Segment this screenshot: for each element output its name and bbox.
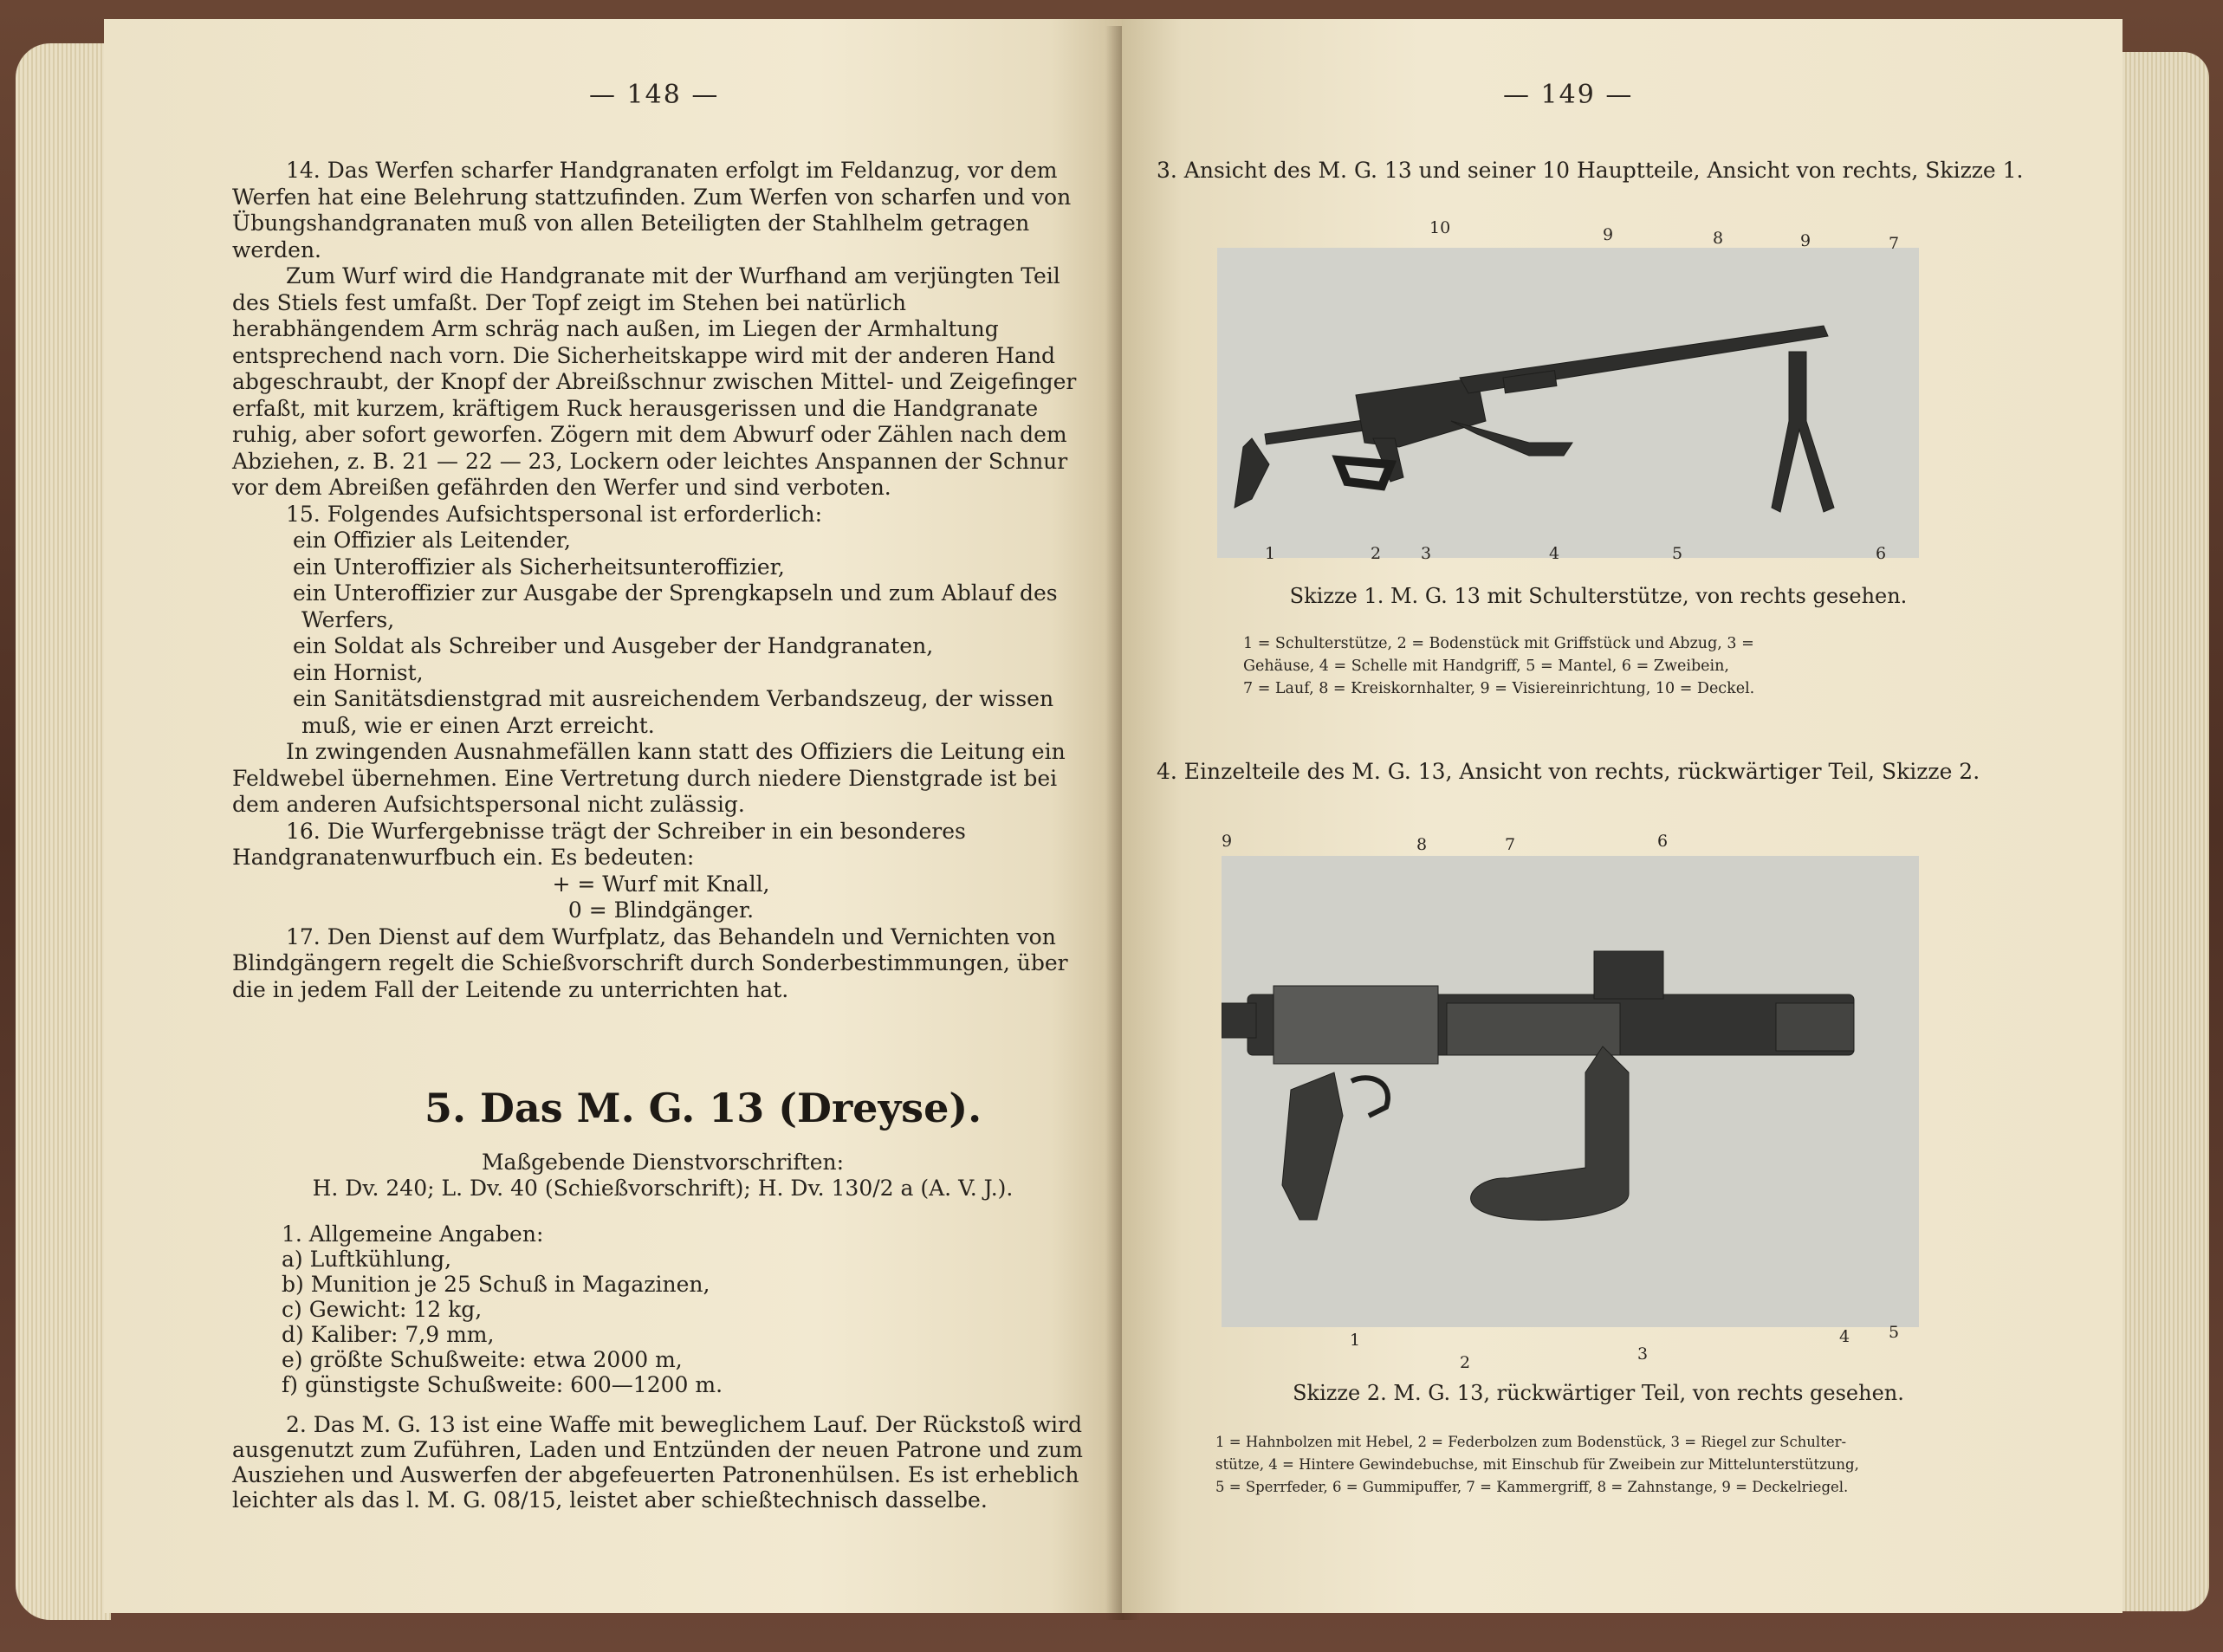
- callout-label: 9: [1800, 231, 1811, 250]
- figure-2-caption: Skizze 2. M. G. 13, rückwärtiger Teil, von rechts gesehen.: [1293, 1381, 1904, 1405]
- callout-label: 2: [1371, 544, 1382, 563]
- callout-label: 9: [1603, 225, 1614, 244]
- callout-label: 3: [1421, 544, 1432, 563]
- page-number: — 149 —: [1503, 80, 1634, 110]
- list-item: d) Kaliber: 7,9 mm,: [282, 1322, 495, 1347]
- figure-1-photo: [1217, 248, 1919, 558]
- list-item: ein Hornist,: [293, 659, 424, 685]
- list-item: f) günstigste Schußweite: 600—1200 m.: [282, 1372, 723, 1397]
- legend-line: Gehäuse, 4 = Schelle mit Handgriff, 5 = Mantel, 6 = Zweibein,: [1243, 658, 1729, 675]
- callout-label: 10: [1429, 218, 1451, 237]
- list-item: ein Unteroffizier zur Ausgabe der Sprengkapseln und zum Ablauf des Werfers,: [293, 580, 1058, 632]
- list-item: c) Gewicht: 12 kg,: [282, 1297, 483, 1322]
- legend-line: 5 = Sperrfeder, 6 = Gummipuffer, 7 = Kammergriff, 8 = Zahnstange, 9 = Deckelriegel.: [1215, 1479, 1849, 1495]
- section-4-text: 4. Einzelteile des M. G. 13, Ansicht von rechts, rückwärtiger Teil, Skizze 2.: [1157, 759, 1980, 784]
- list-item: a) Luftkühlung,: [282, 1247, 452, 1272]
- list-item: ein Sanitätsdienstgrad mit ausreichendem Verbandszeug, der wissen muß, wie er einen Arzt erreicht.: [293, 686, 1054, 738]
- callout-label: 9: [1222, 832, 1233, 851]
- list-item: b) Munition je 25 Schuß in Magazinen,: [282, 1272, 710, 1297]
- list-item: e) größte Schußweite: etwa 2000 m,: [282, 1347, 683, 1372]
- callout-label: 5: [1672, 544, 1683, 563]
- paragraph-2: 2. Das M. G. 13 ist eine Waffe mit beweglichem Lauf. Der Rückstoß wird ausgenutzt zum Zuführen, Laden und Entzünden der neuen Patrone und zum Ausziehen und Auswerfen der abgefeuerten Patronenhülsen. Es ist erheblich leichter als das l. M. G. 08/15, leistet aber schießtechnisch dasselbe.: [232, 1412, 1083, 1513]
- callout-label: 7: [1505, 835, 1516, 854]
- list-item: ein Soldat als Schreiber und Ausgeber der Handgranaten,: [293, 633, 934, 658]
- callout-label: 1: [1350, 1331, 1361, 1350]
- paragraph-14: 14. Das Werfen scharfer Handgranaten erfolgt im Feldanzug, vor dem Werfen hat eine Belehrung stattzufinden. Zum Werfen von scharfen und von Übungshandgranaten muß von allen Beteiligten der Stahlhelm getragen werden.: [232, 158, 1072, 262]
- callout-label: 6: [1876, 544, 1887, 563]
- callout-label: 8: [1713, 229, 1724, 248]
- callout-label: 7: [1889, 234, 1900, 253]
- figure-2-photo: [1222, 856, 1919, 1327]
- callout-label: 8: [1416, 835, 1428, 854]
- sign-explosion: + = Wurf mit Knall,: [552, 871, 770, 897]
- list-item: ein Unteroffizier als Sicherheitsunteroffizier,: [293, 554, 785, 580]
- general-title: 1. Allgemeine Angaben:: [282, 1221, 544, 1247]
- sign-dud: 0 = Blindgänger.: [567, 897, 755, 923]
- legend-line: 1 = Hahnbolzen mit Hebel, 2 = Federbolzen zum Bodenstück, 3 = Riegel zur Schulter-: [1215, 1434, 1847, 1450]
- paragraph-exception: In zwingenden Ausnahmefällen kann statt des Offiziers die Leitung ein Feldwebel übernehmen. Eine Vertretung durch niedere Dienstgrade ist bei dem anderen Aufsichtspersonal nicht zulässig.: [232, 739, 1066, 817]
- section-3-text: 3. Ansicht des M. G. 13 und seiner 10 Hauptteile, Ansicht von rechts, Skizze 1.: [1157, 158, 2024, 183]
- callout-label: 6: [1657, 832, 1669, 851]
- figure-2-legend: [1215, 1431, 2082, 1499]
- paragraph-15: 15. Folgendes Aufsichtspersonal ist erforderlich:: [286, 501, 823, 527]
- callout-label: 5: [1889, 1323, 1900, 1342]
- paragraph-throwing: Zum Wurf wird die Handgranate mit der Wurfhand am verjüngten Teil des Stiels fest umfaßt. Der Topf zeigt im Stehen bei natürlich herabhängendem Arm schräg nach außen, im Liegen der Armhaltung entsprechend nach vorn. Die Sicherheitskappe wird mit der anderen Hand abgeschraubt, der Knopf der Abreißschnur zwischen Mittel- und Zeigefinger erfaßt, mit kurzem, kräftigem Ruck herausgerissen und die Handgranate ruhig, aber sofort geworfen. Zögern mit dem Abwurf oder Zählen nach dem Abziehen, z. B. 21 — 22 — 23, Lockern oder leichtes Anspannen der Schnur vor dem Abreißen gefährden den Werfer und sind verboten.: [232, 263, 1077, 500]
- legend-line: 7 = Lauf, 8 = Kreiskornhalter, 9 = Visiereinrichtung, 10 = Deckel.: [1243, 680, 1755, 697]
- left-page-body-lower: [232, 1412, 1090, 1513]
- left-page: [104, 19, 1122, 1613]
- left-page-body-upper: [232, 158, 1090, 1003]
- machine-gun-rear-illustration: [1222, 856, 1919, 1327]
- callout-label: 2: [1460, 1353, 1471, 1372]
- legend-line: 1 = Schulterstütze, 2 = Bodenstück mit Griffstück und Abzug, 3 =: [1243, 635, 1754, 652]
- machine-gun-illustration: [1217, 248, 1919, 558]
- figure-1-legend: [1243, 632, 1954, 700]
- regulations-block: [234, 1150, 1092, 1202]
- right-page-edges: [2114, 52, 2209, 1611]
- section-heading: 5. Das M. G. 13 (Dreyse).: [425, 1085, 982, 1131]
- legend-line: stütze, 4 = Hintere Gewindebuchse, mit Einschub für Zweibein zur Mittelunterstützung,: [1215, 1456, 1859, 1473]
- callout-label: 4: [1839, 1327, 1850, 1346]
- callout-label: 1: [1265, 544, 1276, 563]
- personnel-list: [232, 528, 1090, 739]
- paragraph-17: 17. Den Dienst auf dem Wurfplatz, das Behandeln und Vernichten von Blindgängern regelt die Schießvorschrift durch Sonderbestimmungen, über die in jedem Fall der Leitende zu unterrichten hat.: [232, 923, 1068, 1002]
- right-page: [1122, 19, 2123, 1613]
- regulations-title: Maßgebende Dienstvorschriften:: [481, 1150, 845, 1175]
- callout-label: 4: [1549, 544, 1560, 563]
- left-page-edges: [16, 43, 111, 1620]
- figure-1-caption: Skizze 1. M. G. 13 mit Schulterstütze, von rechts gesehen.: [1289, 584, 1908, 608]
- page-number: — 148 —: [589, 80, 720, 110]
- list-item: ein Offizier als Leitender,: [293, 528, 571, 553]
- callout-label: 3: [1637, 1344, 1649, 1364]
- paragraph-16: 16. Die Wurfergebnisse trägt der Schreiber in ein besonderes Handgranatenwurfbuch ein. Es bedeuten:: [232, 818, 966, 870]
- general-data-block: [282, 1221, 1087, 1397]
- regulations-list: H. Dv. 240; L. Dv. 40 (Schießvorschrift); H. Dv. 130/2 a (A. V. J.).: [312, 1176, 1014, 1201]
